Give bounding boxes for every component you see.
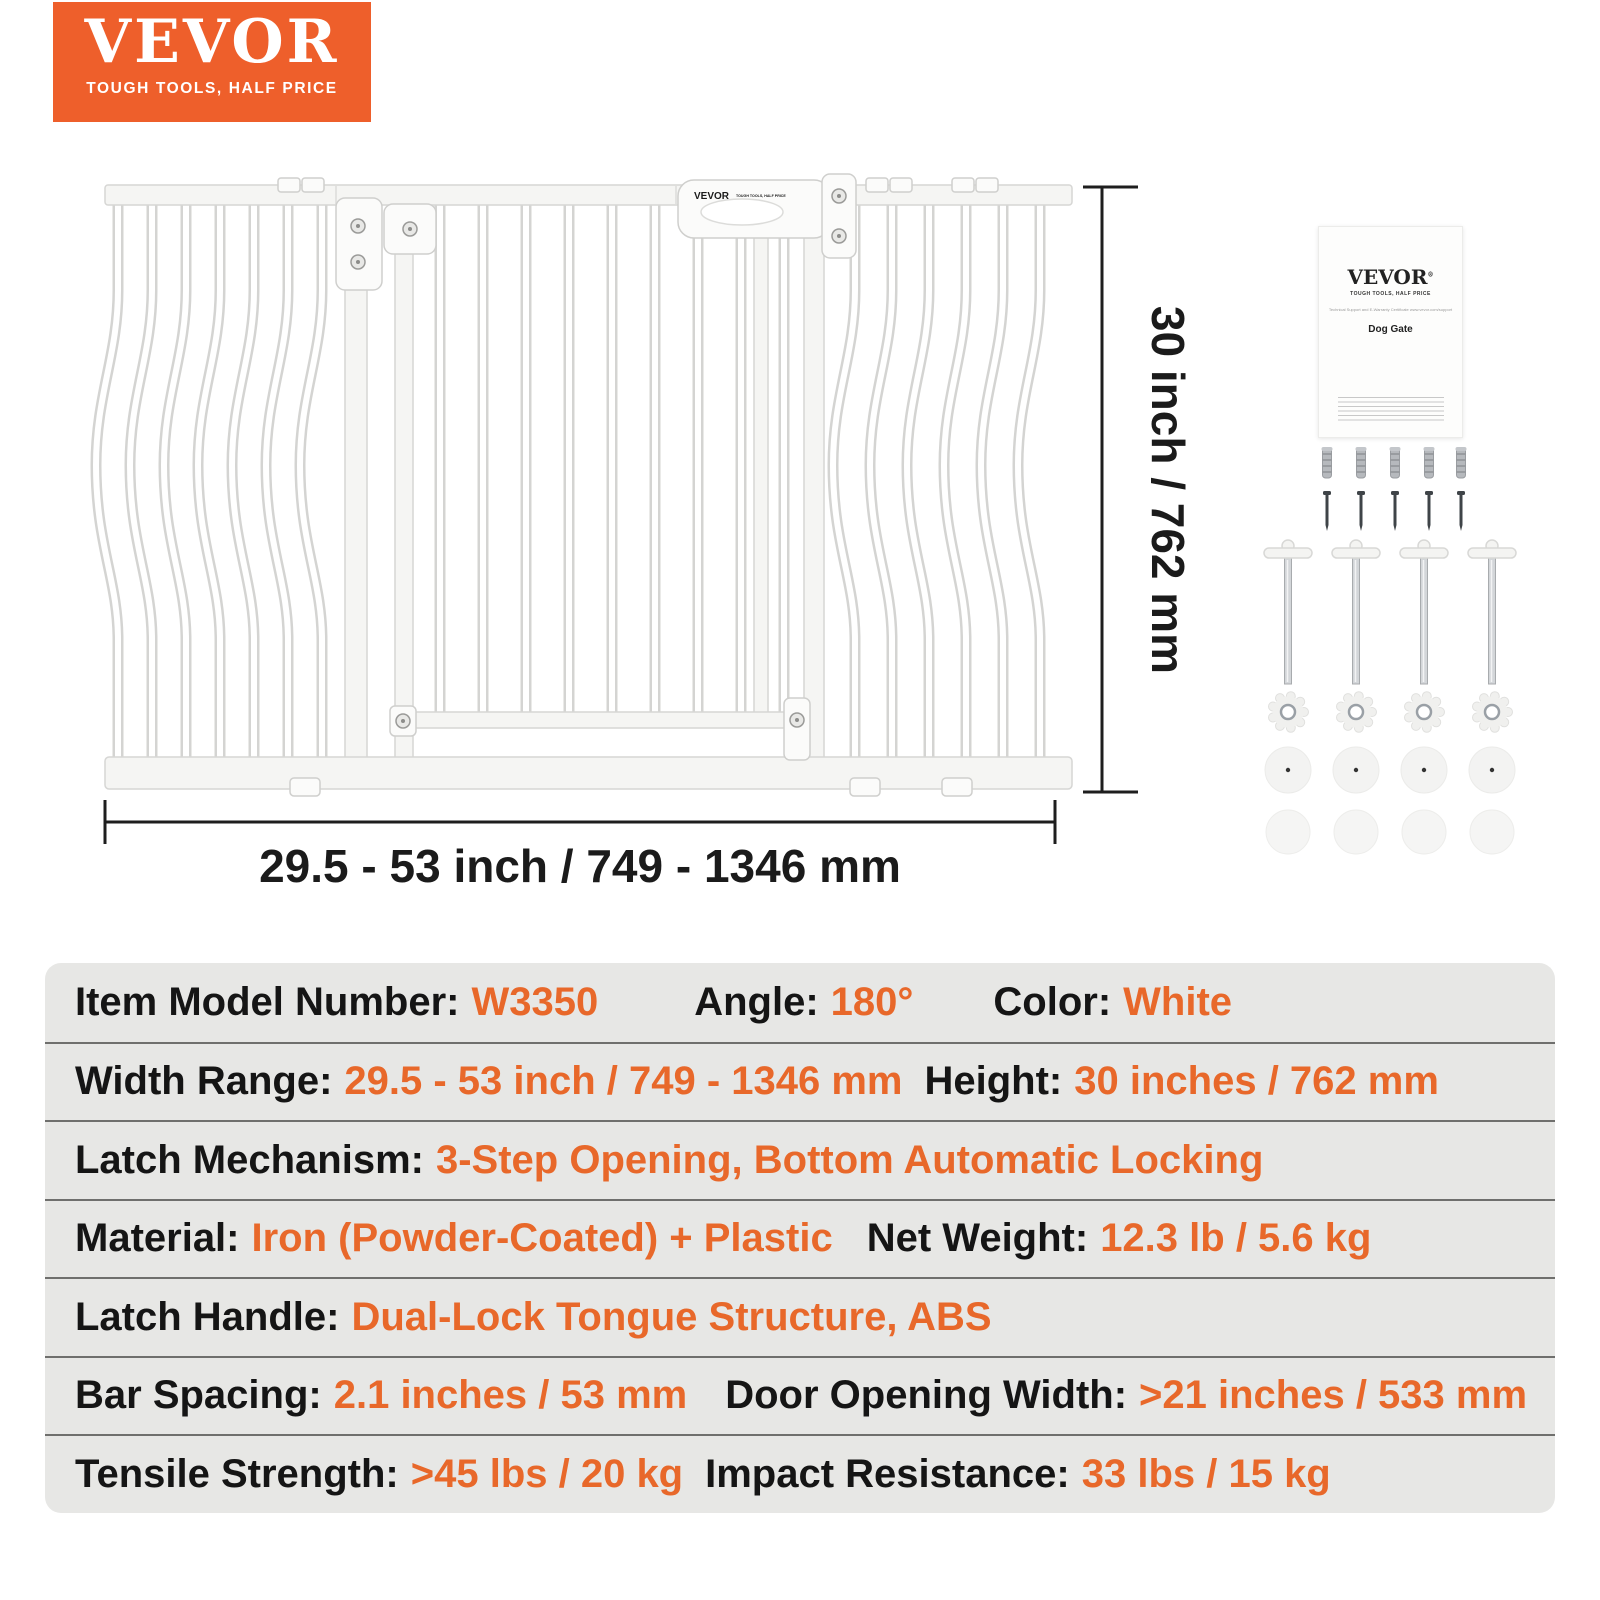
manual-fine-print: [1338, 397, 1444, 423]
spec-label: Material:: [75, 1216, 240, 1261]
right-extension-bars: [833, 205, 1040, 760]
door-hinge-post: [395, 202, 413, 760]
spec-value: 29.5 - 53 inch / 749 - 1346 mm: [344, 1059, 903, 1104]
spec-value: 180°: [830, 979, 914, 1024]
spec-value: 30 inches / 762 mm: [1074, 1059, 1439, 1104]
spec-value: 12.3 lb / 5.6 kg: [1100, 1216, 1372, 1261]
gate-diagram: [90, 160, 1210, 900]
tension-knobs-row: [1269, 692, 1513, 733]
top-rail: [105, 185, 1072, 205]
spec-label: Latch Mechanism:: [75, 1137, 424, 1182]
wall-pads-row: [1266, 810, 1514, 854]
spec-value: White: [1123, 979, 1233, 1024]
spec-row: [45, 1277, 1555, 1356]
spec-value: W3350: [471, 979, 599, 1024]
spec-row: [45, 1356, 1555, 1435]
wall-anchors-row: [1322, 447, 1467, 478]
manual-support-line: Technical Support and E-Warranty Certificate www.vevor.com/support: [1328, 307, 1453, 312]
pressure-bolts-row: [1264, 540, 1516, 684]
width-dimension: [105, 800, 1055, 892]
brand-logo: [53, 2, 371, 122]
spec-value: 33 lbs / 15 kg: [1081, 1451, 1331, 1496]
manual-booklet: [1318, 226, 1463, 438]
wall-cups-row: [1265, 747, 1515, 793]
manual-tagline: TOUGH TOOLS, HALF PRICE: [1350, 291, 1431, 297]
spec-row: [45, 1042, 1555, 1121]
door-latch-post: [754, 218, 768, 718]
height-dimension-label: 30 inch / 762 mm: [1142, 305, 1194, 675]
mounting-hardware: [1250, 440, 1530, 870]
spec-value: >21 inches / 533 mm: [1139, 1373, 1528, 1418]
screws-row: [1323, 491, 1465, 531]
brand-name: VEVOR: [84, 7, 340, 77]
spec-label: Width Range:: [75, 1059, 333, 1104]
spec-row: [45, 963, 1555, 1042]
bottom-rail: [105, 757, 1072, 789]
manual-title: Dog Gate: [1368, 324, 1413, 335]
hinge-bracket: [336, 198, 436, 290]
spec-table: [45, 963, 1555, 1513]
spec-row: [45, 1434, 1555, 1513]
spec-row: [45, 1120, 1555, 1199]
spec-value: 2.1 inches / 53 mm: [333, 1373, 688, 1418]
spec-row: [45, 1199, 1555, 1278]
handle-tagline-label: TOUGH TOOLS, HALF PRICE: [736, 194, 786, 198]
latch-frame-post: [804, 205, 824, 760]
spec-label: Tensile Strength:: [75, 1451, 399, 1496]
manual-brand: VEVOR®: [1347, 265, 1434, 289]
latch-cover: [822, 174, 856, 258]
handle-brand-label: VEVOR: [694, 191, 730, 202]
spec-label: Net Weight:: [866, 1216, 1089, 1261]
spec-label: Height:: [924, 1059, 1063, 1104]
spec-value: 3-Step Opening, Bottom Automatic Locking: [435, 1137, 1264, 1182]
door-bars: [440, 205, 784, 722]
spec-label: Latch Handle:: [75, 1294, 340, 1339]
spec-label: Color:: [993, 979, 1112, 1024]
door-bottom-crossbar: [390, 698, 810, 760]
height-dimension: [1083, 187, 1194, 792]
spec-label: Door Opening Width:: [725, 1373, 1128, 1418]
spec-value: Iron (Powder-Coated) + Plastic: [251, 1216, 833, 1261]
spec-value: >45 lbs / 20 kg: [410, 1451, 684, 1496]
spec-label: Item Model Number:: [75, 979, 460, 1024]
spec-value: Dual-Lock Tongue Structure, ABS: [351, 1294, 992, 1339]
width-dimension-label: 29.5 - 53 inch / 749 - 1346 mm: [259, 840, 901, 892]
spec-label: Angle:: [694, 979, 819, 1024]
brand-tagline: TOUGH TOOLS, HALF PRICE: [86, 80, 338, 97]
spec-label: Impact Resistance:: [705, 1451, 1070, 1496]
left-extension-bars: [96, 205, 322, 760]
spec-label: Bar Spacing:: [75, 1373, 322, 1418]
